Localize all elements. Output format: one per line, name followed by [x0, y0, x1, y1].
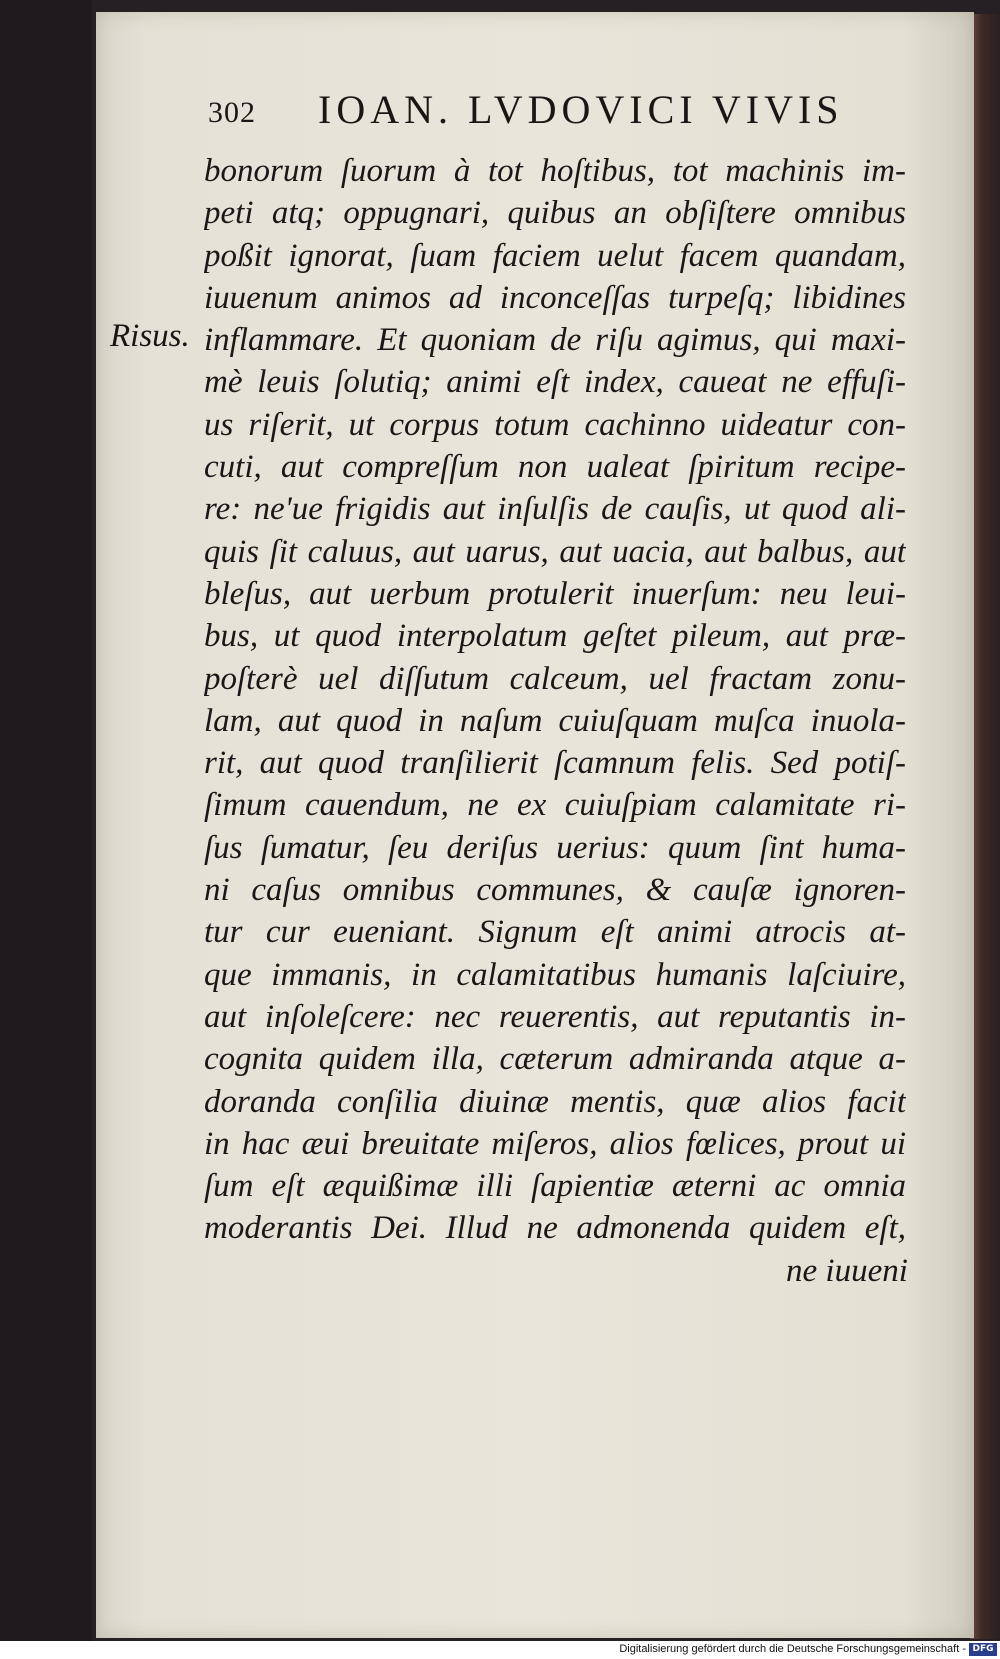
text-line: rit, aut quod tranſilierit ſcamnum felis. Sed potiſ- — [204, 745, 906, 782]
text-line: us riſerit, ut corpus totum cachinno uideatur con- — [204, 406, 906, 443]
text-line: cognita quidem illa, cæterum admiranda atque a- — [204, 1041, 906, 1078]
text-line: ni caſus omnibus communes, & cauſæ ignoren- — [204, 872, 906, 909]
text-line: aut inſoleſcere: nec reuerentis, aut reputantis in- — [204, 998, 906, 1035]
running-head: IOAN. LVDOVICI VIVIS — [318, 87, 844, 132]
scan-left-margin — [0, 0, 92, 1659]
text-line: inflammare. Et quoniam de riſu agimus, qui maxi- — [204, 322, 906, 359]
text-line: iuuenum animos ad inconceſſas turpeſq; libidines — [204, 279, 906, 316]
text-line: peti atq; oppugnari, quibus an obſiſtere omnibus — [204, 195, 906, 232]
text-line: poßit ignorat, ſuam faciem uelut facem quandam, — [204, 237, 906, 274]
catchword: ne iuueni — [786, 1252, 908, 1289]
text-line: cuti, aut compreſſum non ualeat ſpiritum recipe- — [204, 449, 906, 486]
text-line: in hac æui breuitate miſeros, alios fœlices, prout ui — [204, 1125, 906, 1162]
marginal-note: Risus. — [110, 318, 190, 354]
text-line: bonorum ſuorum à tot hoſtibus, tot machinis im- — [204, 153, 906, 189]
page-header — [208, 86, 898, 142]
text-line: tur cur eueniant. Signum eſt animi atrocis at- — [204, 914, 906, 951]
text-line: lam, aut quod in naſum cuiuſquam muſca inuola- — [204, 702, 906, 739]
text-line: ſus ſumatur, ſeu deriſus uerius: quum ſint huma- — [204, 829, 906, 866]
text-line: re: ne'ue frigidis aut inſulſis de cauſis, ut quod ali- — [204, 491, 906, 528]
dfg-logo: DFG — [969, 1643, 997, 1656]
digitization-footer — [0, 1641, 1000, 1659]
text-line: doranda conſilia diuinæ mentis, quæ alios facit — [204, 1083, 906, 1120]
text-line: moderantis Dei. Illud ne admonenda quidem eſt, — [204, 1210, 906, 1247]
text-line: mè leuis ſolutiq; animi eſt index, caueat ne effuſi- — [204, 364, 906, 401]
text-line: ſimum cauendum, ne ex cuiuſpiam calamitate ri- — [204, 787, 906, 824]
footer-credit: Digitalisierung gefördert durch die Deutsche Forschungsgemeinschaft - — [619, 1643, 966, 1655]
text-line: ſum eſt æquißimæ illi ſapientiæ æterni ac omnia — [204, 1168, 906, 1205]
text-line: quis ſit caluus, aut uarus, aut uacia, aut balbus, aut — [204, 533, 906, 570]
book-edge — [970, 14, 1000, 1639]
text-line: que immanis, in calamitatibus humanis laſciuire, — [204, 956, 906, 993]
page-number: 302 — [208, 96, 256, 129]
text-line: bleſus, aut uerbum protulerit inuerſum: neu leui- — [204, 575, 906, 612]
body-text — [204, 150, 906, 1292]
text-line: poſterè uel diſſutum calceum, uel fractam zonu- — [204, 660, 906, 697]
text-line: bus, ut quod interpolatum geſtet pileum, aut præ- — [204, 618, 906, 655]
